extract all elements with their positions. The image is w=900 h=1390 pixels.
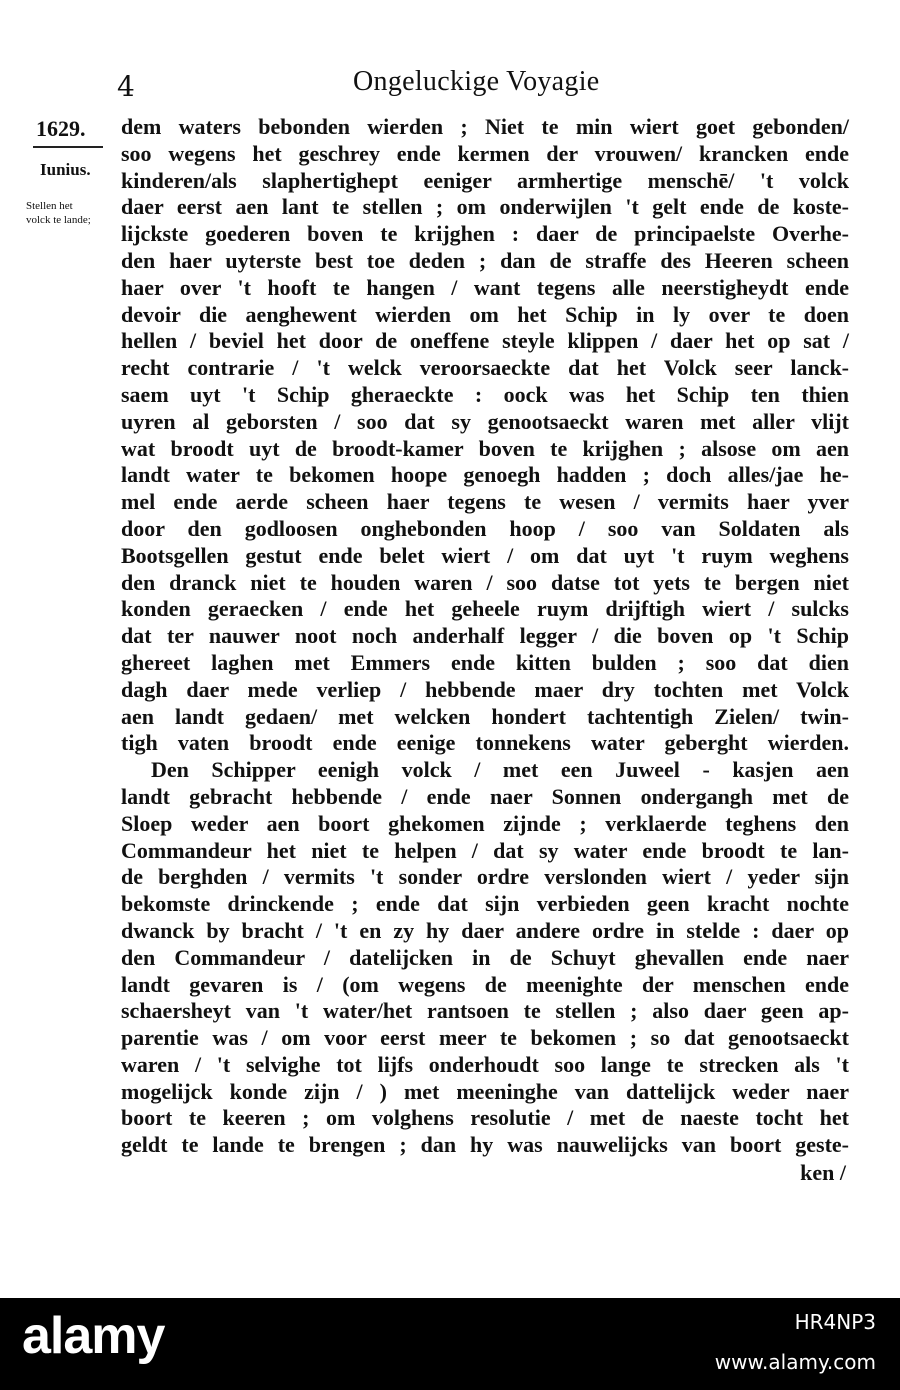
body-line: Den Schipper eenigh volck / met een Juweel - kasjen aen bbox=[151, 757, 849, 783]
body-line: geldt te lande te brengen ; dan hy was nauwelijcks van boort geste- bbox=[121, 1132, 849, 1158]
body-line: den dranck niet te houden waren / soo datse tot yets te bergen niet bbox=[121, 569, 849, 595]
body-line: Sloep weder aen boort ghekomen zijnde ; verklaerde teghens den bbox=[121, 810, 849, 836]
body-line: tigh vaten broodt ende eenige tonnekens water geberght wierden. bbox=[121, 730, 849, 756]
body-line: Bootsgellen gestut ende belet wiert / om dat uyt 't ruym weghens bbox=[121, 542, 849, 568]
body-line: kinderen/als slaphertighept eeniger armhertige menschē/ 't volck bbox=[121, 167, 849, 193]
body-line: lijckste goederen boven te krijghen : daer de principaelste Overhe- bbox=[121, 221, 849, 247]
stock-footer bbox=[0, 1298, 900, 1390]
body-line: dwanck by bracht / 't en zy hy daer andere ordre in stelde : daer op bbox=[121, 917, 849, 943]
body-line: soo wegens het geschrey ende kermen der vrouwen/ krancken ende bbox=[121, 140, 849, 166]
body-line: landt gebracht hebbende / ende naer Sonnen ondergangh met de bbox=[121, 783, 849, 809]
page-number: 4 bbox=[117, 70, 135, 103]
body-line: recht contrarie / 't welck veroorsaeckte dat het Volck seer lanck- bbox=[121, 355, 849, 381]
body-line: landt gevaren is / (om wegens de meenighte der menschen ende bbox=[121, 971, 849, 997]
body-line: boort te keeren ; om volghens resolutie / met de naeste tocht het bbox=[121, 1105, 849, 1131]
body-line: daer eerst aen lant te stellen ; om onderwijlen 't gelt ende de koste- bbox=[121, 194, 849, 220]
body-line: schaersheyt van 't water/het rantsoen te stellen ; also daer geen ap- bbox=[121, 998, 849, 1024]
body-line: mel ende aerde scheen haer tegens te wesen / vermits haer yver bbox=[121, 489, 849, 515]
body-line: wat broodt uyt de broodt-kamer boven te krijghen ; alsose om aen bbox=[121, 435, 849, 461]
body-line: saem uyt 't Schip gheraeckte : oock was het Schip ten thien bbox=[121, 381, 849, 407]
body-line: dem waters bebonden wierden ; Niet te min wiert goet gebonden/ bbox=[121, 114, 849, 139]
body-line: de berghden / vermits 't sonder ordre verslonden wiert / yeder sijn bbox=[121, 864, 849, 890]
body-line: waren / 't selvighe tot lijfs onderhoudt soo lange te strecken als 't bbox=[121, 1051, 849, 1077]
body-line: parentie was / om voor eerst meer te bekomen ; so dat genootsaeckt bbox=[121, 1025, 849, 1051]
margin-month: Iunius. bbox=[40, 160, 91, 179]
body-line: devoir die aenghewent wierden om het Schip in ly over te doen bbox=[121, 301, 849, 327]
margin-year: 1629. bbox=[36, 116, 86, 141]
body-line: door den godloosen onghebonden hoop / soo van Soldaten als bbox=[121, 515, 849, 541]
alamy-logo: alamy bbox=[22, 1307, 165, 1365]
body-line: den haer uyterste best toe deden ; dan de straffe des Heeren scheen bbox=[121, 247, 849, 273]
body-line: den Commandeur / datelijcken in de Schuyt ghevallen ende naer bbox=[121, 944, 849, 970]
margin-note: Stellen het volck te lande; bbox=[26, 200, 91, 226]
body-line: bekomste drinckende ; ende dat sijn verbieden geen kracht nochte bbox=[121, 891, 849, 917]
body-line: landt water te bekomen hoope genoegh hadden ; doch alles/jae he- bbox=[121, 462, 849, 488]
running-head: Ongeluckige Voyagie bbox=[353, 66, 600, 97]
body-text bbox=[121, 114, 849, 1159]
body-line: hellen / beviel het door de oneffene steyle klippen / daer het op sat / bbox=[121, 328, 849, 354]
catchword: ken / bbox=[800, 1160, 846, 1185]
body-line: mogelijck konde zijn / ) met meeninghe van dattelijck weder naer bbox=[121, 1078, 849, 1104]
image-id: HR4NP3 bbox=[794, 1310, 876, 1334]
body-line: dat ter nauwer noot noch anderhalf legger / die boven op 't Schip bbox=[121, 623, 849, 649]
body-line: Commandeur het niet te helpen / dat sy water ende broodt te lan- bbox=[121, 837, 849, 863]
body-line: uyren al geborsten / soo dat sy genootsaeckt waren met aller vlijt bbox=[121, 408, 849, 434]
margin-rule bbox=[33, 146, 103, 148]
body-line: konden geraecken / ende het geheele ruym drijftigh wiert / sulcks bbox=[121, 596, 849, 622]
body-line: aen landt gedaen/ met welcken hondert tachtentigh Zielen/ twin- bbox=[121, 703, 849, 729]
body-line: ghereet laghen met Emmers ende kitten bulden ; soo dat dien bbox=[121, 649, 849, 675]
body-line: dagh daer mede verliep / hebbende maer dry tochten met Volck bbox=[121, 676, 849, 702]
body-line: haer over 't hooft te hangen / want tegens alle neerstigheydt ende bbox=[121, 274, 849, 300]
footer-url: www.alamy.com bbox=[714, 1350, 876, 1374]
